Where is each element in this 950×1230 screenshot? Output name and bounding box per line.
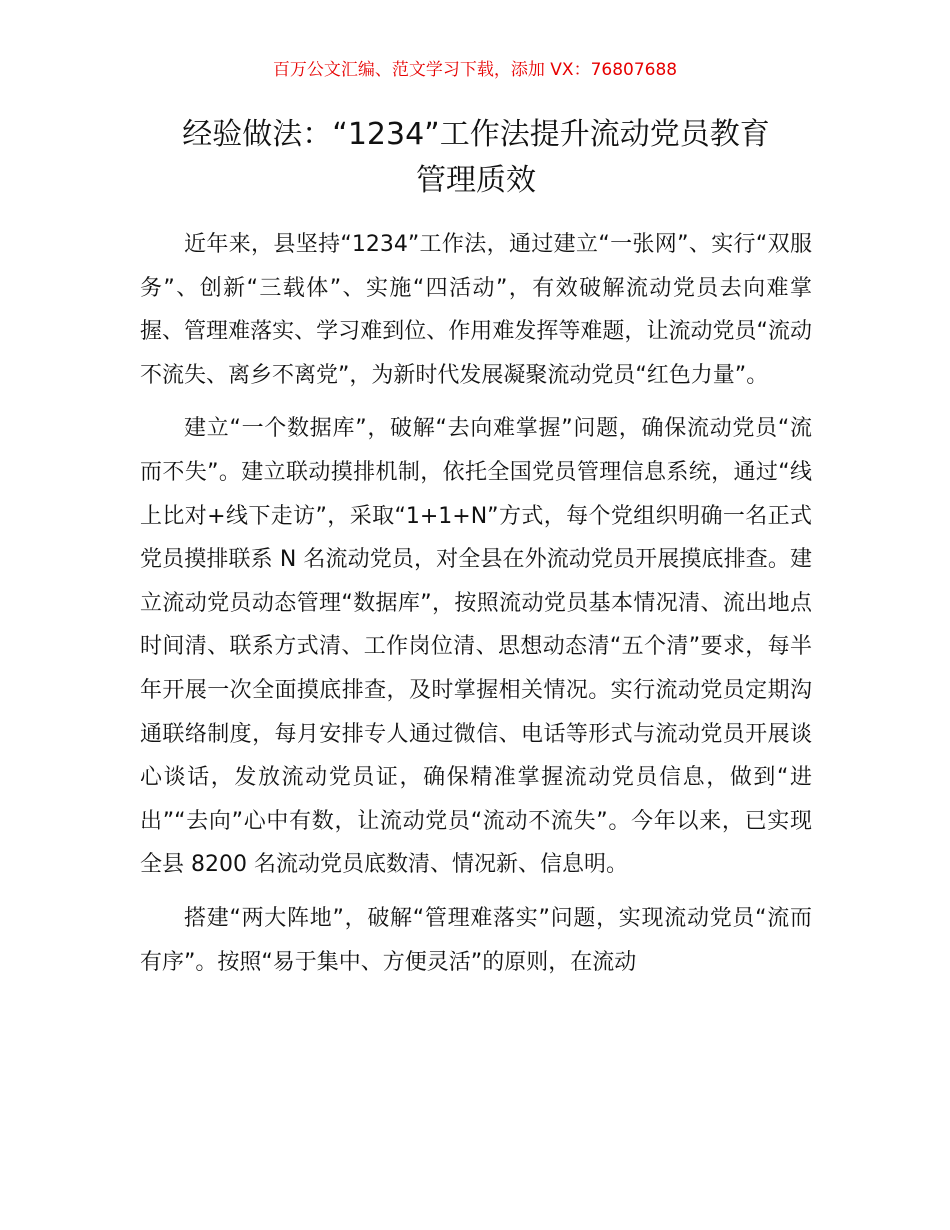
watermark-header: 百万公文汇编、范文学习下载，添加 VX：76807688 xyxy=(272,60,678,80)
document-body xyxy=(140,223,812,984)
paragraph-intro: 近年来，县坚持“1234”工作法，通过建立“一张网”、实行“双服务”、创新“三载体”、实施“四活动”，有效破解流动党员去向难掌握、管理难落实、学习难到位、作用难发挥等难题，让流动党员“流动不流失、离乡不离党”，为新时代发展凝聚流动党员“红色力量”。 xyxy=(140,232,812,388)
document-page xyxy=(140,112,812,994)
paragraph-database: 建立“一个数据库”，破解“去向难掌握”问题，确保流动党员“流而不失”。建立联动摸排机制，依托全国党员管理信息系统，通过“线上比对+线下走访”，采取“1+1+N”方式，每个党组织明确一名正式党员摸排联系 N 名流动党员，对全县在外流动党员开展摸底排查。建立流动党员动态管理“数据库”，按照流动党员基本情况清、流出地点时间清、联系方式清、工作岗位清、思想动态清“五个清”要求，每半年开展一次全面摸底排查，及时掌握相关情况。实行流动党员定期沟通联络制度，每月安排专人通过微信、电话等形式与流动党员开展谈心谈话，发放流动党员证，确保精准掌握流动党员信息，做到“进出”“去向”心中有数，让流动党员“流动不流失”。今年以来，已实现全县 8200 名流动党员底数清、情况新、信息明。 xyxy=(140,416,812,878)
document-title xyxy=(140,112,812,204)
title-line-1: 经验做法：“1234”工作法提升流动党员教育 xyxy=(182,117,770,152)
paragraph-positions: 搭建“两大阵地”，破解“管理难落实”问题，实现流动党员“流而有序”。按照“易于集中、方便灵活”的原则，在流动 xyxy=(140,905,812,975)
title-line-2: 管理质效 xyxy=(416,163,536,198)
